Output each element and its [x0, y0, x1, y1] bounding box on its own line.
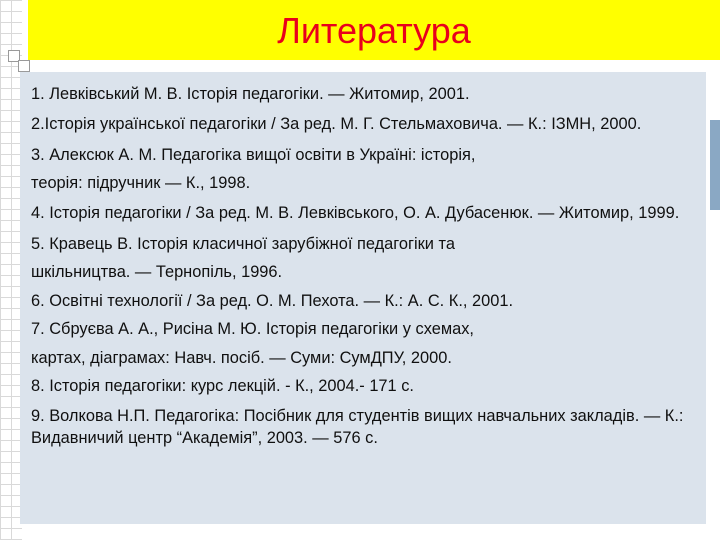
reference-item: теорія: підручник — К., 1998.	[31, 174, 251, 192]
reference-item: 3. Алексюк А. М. Педагогіка вищої освіти в Україні: історія,	[31, 145, 476, 164]
reference-item: 5. Кравець В. Історія класичної зарубіжної педагогіки та	[31, 234, 455, 253]
reference-item: 1. Левківський М. В. Історія педагогіки. — Житомир, 2001.	[31, 85, 470, 103]
decorative-square	[18, 60, 30, 72]
reference-item: 6. Освітні технології / За ред. О. М. Пехота. — К.: А. С. К., 2001.	[31, 291, 513, 310]
references-panel	[20, 72, 706, 524]
reference-item: 4. Історія педагогіки / За ред. М. В. Левківського, О. А. Дубасенюк. — Житомир, 1999.	[31, 203, 680, 222]
reference-item: 9. Волкова Н.П. Педагогіка: Посібник для студентів вищих навчальних закладів. — К.: Видавничий центр “Академія”, 2003. — 576 с.	[31, 406, 684, 447]
reference-item: 7. Сбруєва А. А., Рисіна М. Ю. Історія педагогіки у схемах,	[31, 320, 474, 338]
reference-item: шкільництва. — Тернопіль, 1996.	[31, 263, 283, 281]
reference-item: картах, діаграмах: Навч. посіб. — Суми: СумДПУ, 2000.	[31, 348, 452, 367]
reference-item: 2.Історія української педагогіки / За ред. М. Г. Стельмаховича. — К.: ІЗМН, 2000.	[31, 114, 642, 133]
side-accent-bar	[710, 120, 720, 210]
reference-item: 8. Історія педагогіки: курс лекцій. - К., 2004.- 171 с.	[31, 377, 414, 395]
grid-decoration	[0, 0, 22, 540]
slide-title: Литература	[277, 10, 471, 51]
